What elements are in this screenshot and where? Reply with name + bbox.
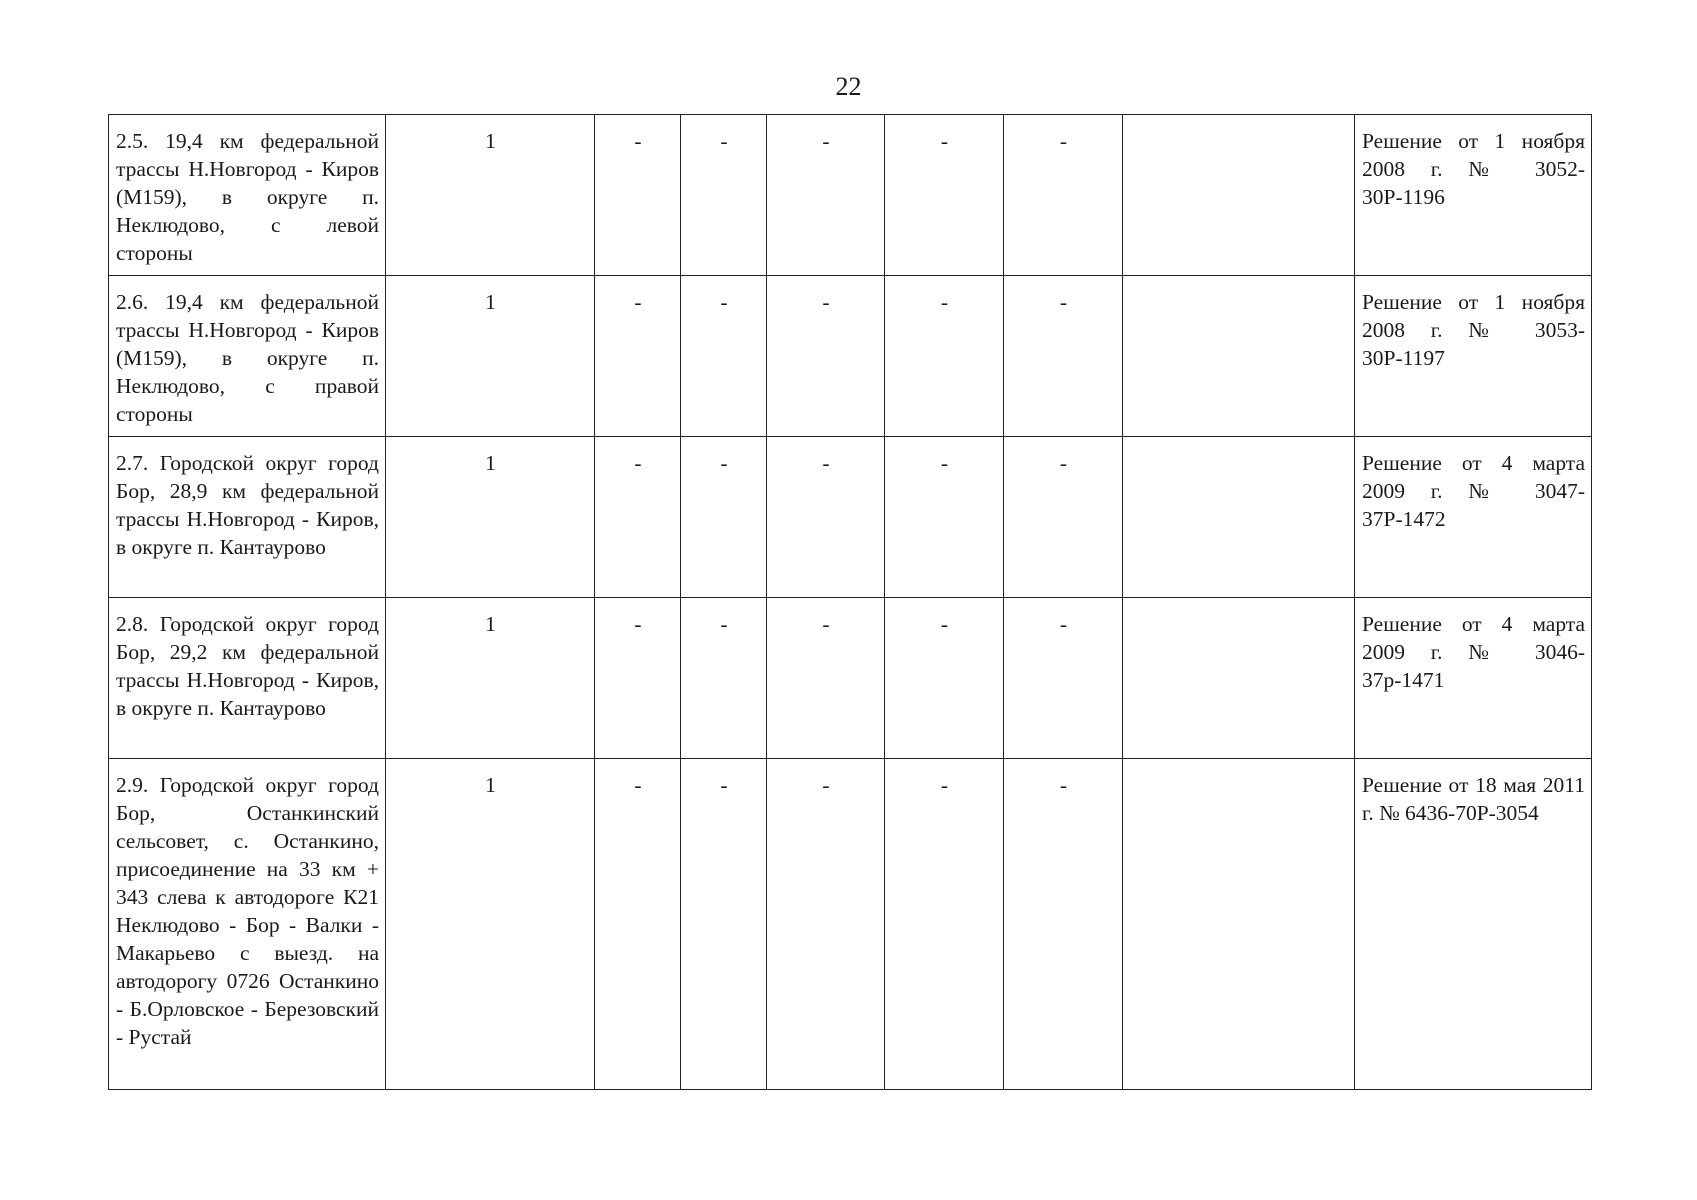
dash-cell: - bbox=[767, 598, 885, 759]
dash-cell: - bbox=[885, 276, 1004, 437]
decision-reference: Решение от 18 мая 2011 г. № 6436-70Р-3054 bbox=[1355, 759, 1592, 1090]
dash-cell: - bbox=[681, 115, 767, 276]
object-count: 1 bbox=[386, 115, 595, 276]
dash-cell: - bbox=[681, 276, 767, 437]
decision-reference: Решение от 4 марта 2009 г. № 3046-37р-1471 bbox=[1355, 598, 1592, 759]
document-table bbox=[108, 114, 1592, 1090]
decision-reference: Решение от 1 ноября 2008 г. № 3053-30Р-1197 bbox=[1355, 276, 1592, 437]
dash-cell: - bbox=[595, 759, 681, 1090]
dash-cell: - bbox=[595, 276, 681, 437]
object-count: 1 bbox=[386, 759, 595, 1090]
dash-cell: - bbox=[885, 759, 1004, 1090]
empty-cell bbox=[1123, 115, 1355, 276]
decision-reference: Решение от 4 марта 2009 г. № 3047-37Р-1472 bbox=[1355, 437, 1592, 598]
decision-reference: Решение от 1 ноября 2008 г. № 3052-30Р-1196 bbox=[1355, 115, 1592, 276]
table-row bbox=[109, 598, 1592, 759]
location-description: 2.8. Городской округ город Бор, 29,2 км федеральной трассы Н.Новгород - Киров, в округе п. Кантаурово bbox=[109, 598, 386, 759]
object-count: 1 bbox=[386, 276, 595, 437]
dash-cell: - bbox=[767, 437, 885, 598]
dash-cell: - bbox=[885, 437, 1004, 598]
dash-cell: - bbox=[885, 598, 1004, 759]
table-row bbox=[109, 276, 1592, 437]
dash-cell: - bbox=[595, 598, 681, 759]
dash-cell: - bbox=[885, 115, 1004, 276]
table-row bbox=[109, 115, 1592, 276]
dash-cell: - bbox=[1004, 598, 1123, 759]
dash-cell: - bbox=[595, 115, 681, 276]
dash-cell: - bbox=[767, 115, 885, 276]
page-number: 22 bbox=[835, 72, 862, 101]
dash-cell: - bbox=[681, 598, 767, 759]
table-row bbox=[109, 437, 1592, 598]
dash-cell: - bbox=[1004, 437, 1123, 598]
dash-cell: - bbox=[595, 437, 681, 598]
dash-cell: - bbox=[681, 759, 767, 1090]
dash-cell: - bbox=[1004, 759, 1123, 1090]
dash-cell: - bbox=[767, 759, 885, 1090]
empty-cell bbox=[1123, 276, 1355, 437]
object-count: 1 bbox=[386, 437, 595, 598]
dash-cell: - bbox=[681, 437, 767, 598]
location-description: 2.5. 19,4 км федеральной трассы Н.Новгород - Киров (М159), в округе п. Неклюдово, с левой стороны bbox=[109, 115, 386, 276]
location-description: 2.9. Городской округ город Бор, Останкинский сельсовет, с. Останкино, присоединение на 33 км + 343 слева к автодороге К21 Неклюдово - Бор - Валки - Макарьево с выезд. на автодорогу 0726 Останкино - Б.Орловское - Березовский - Рустай bbox=[109, 759, 386, 1090]
object-count: 1 bbox=[386, 598, 595, 759]
location-description: 2.7. Городской округ город Бор, 28,9 км федеральной трассы Н.Новгород - Киров, в округе п. Кантаурово bbox=[109, 437, 386, 598]
empty-cell bbox=[1123, 437, 1355, 598]
dash-cell: - bbox=[1004, 115, 1123, 276]
dash-cell: - bbox=[767, 276, 885, 437]
table-row bbox=[109, 759, 1592, 1090]
empty-cell bbox=[1123, 759, 1355, 1090]
location-description: 2.6. 19,4 км федеральной трассы Н.Новгород - Киров (М159), в округе п. Неклюдово, с правой стороны bbox=[109, 276, 386, 437]
empty-cell bbox=[1123, 598, 1355, 759]
dash-cell: - bbox=[1004, 276, 1123, 437]
